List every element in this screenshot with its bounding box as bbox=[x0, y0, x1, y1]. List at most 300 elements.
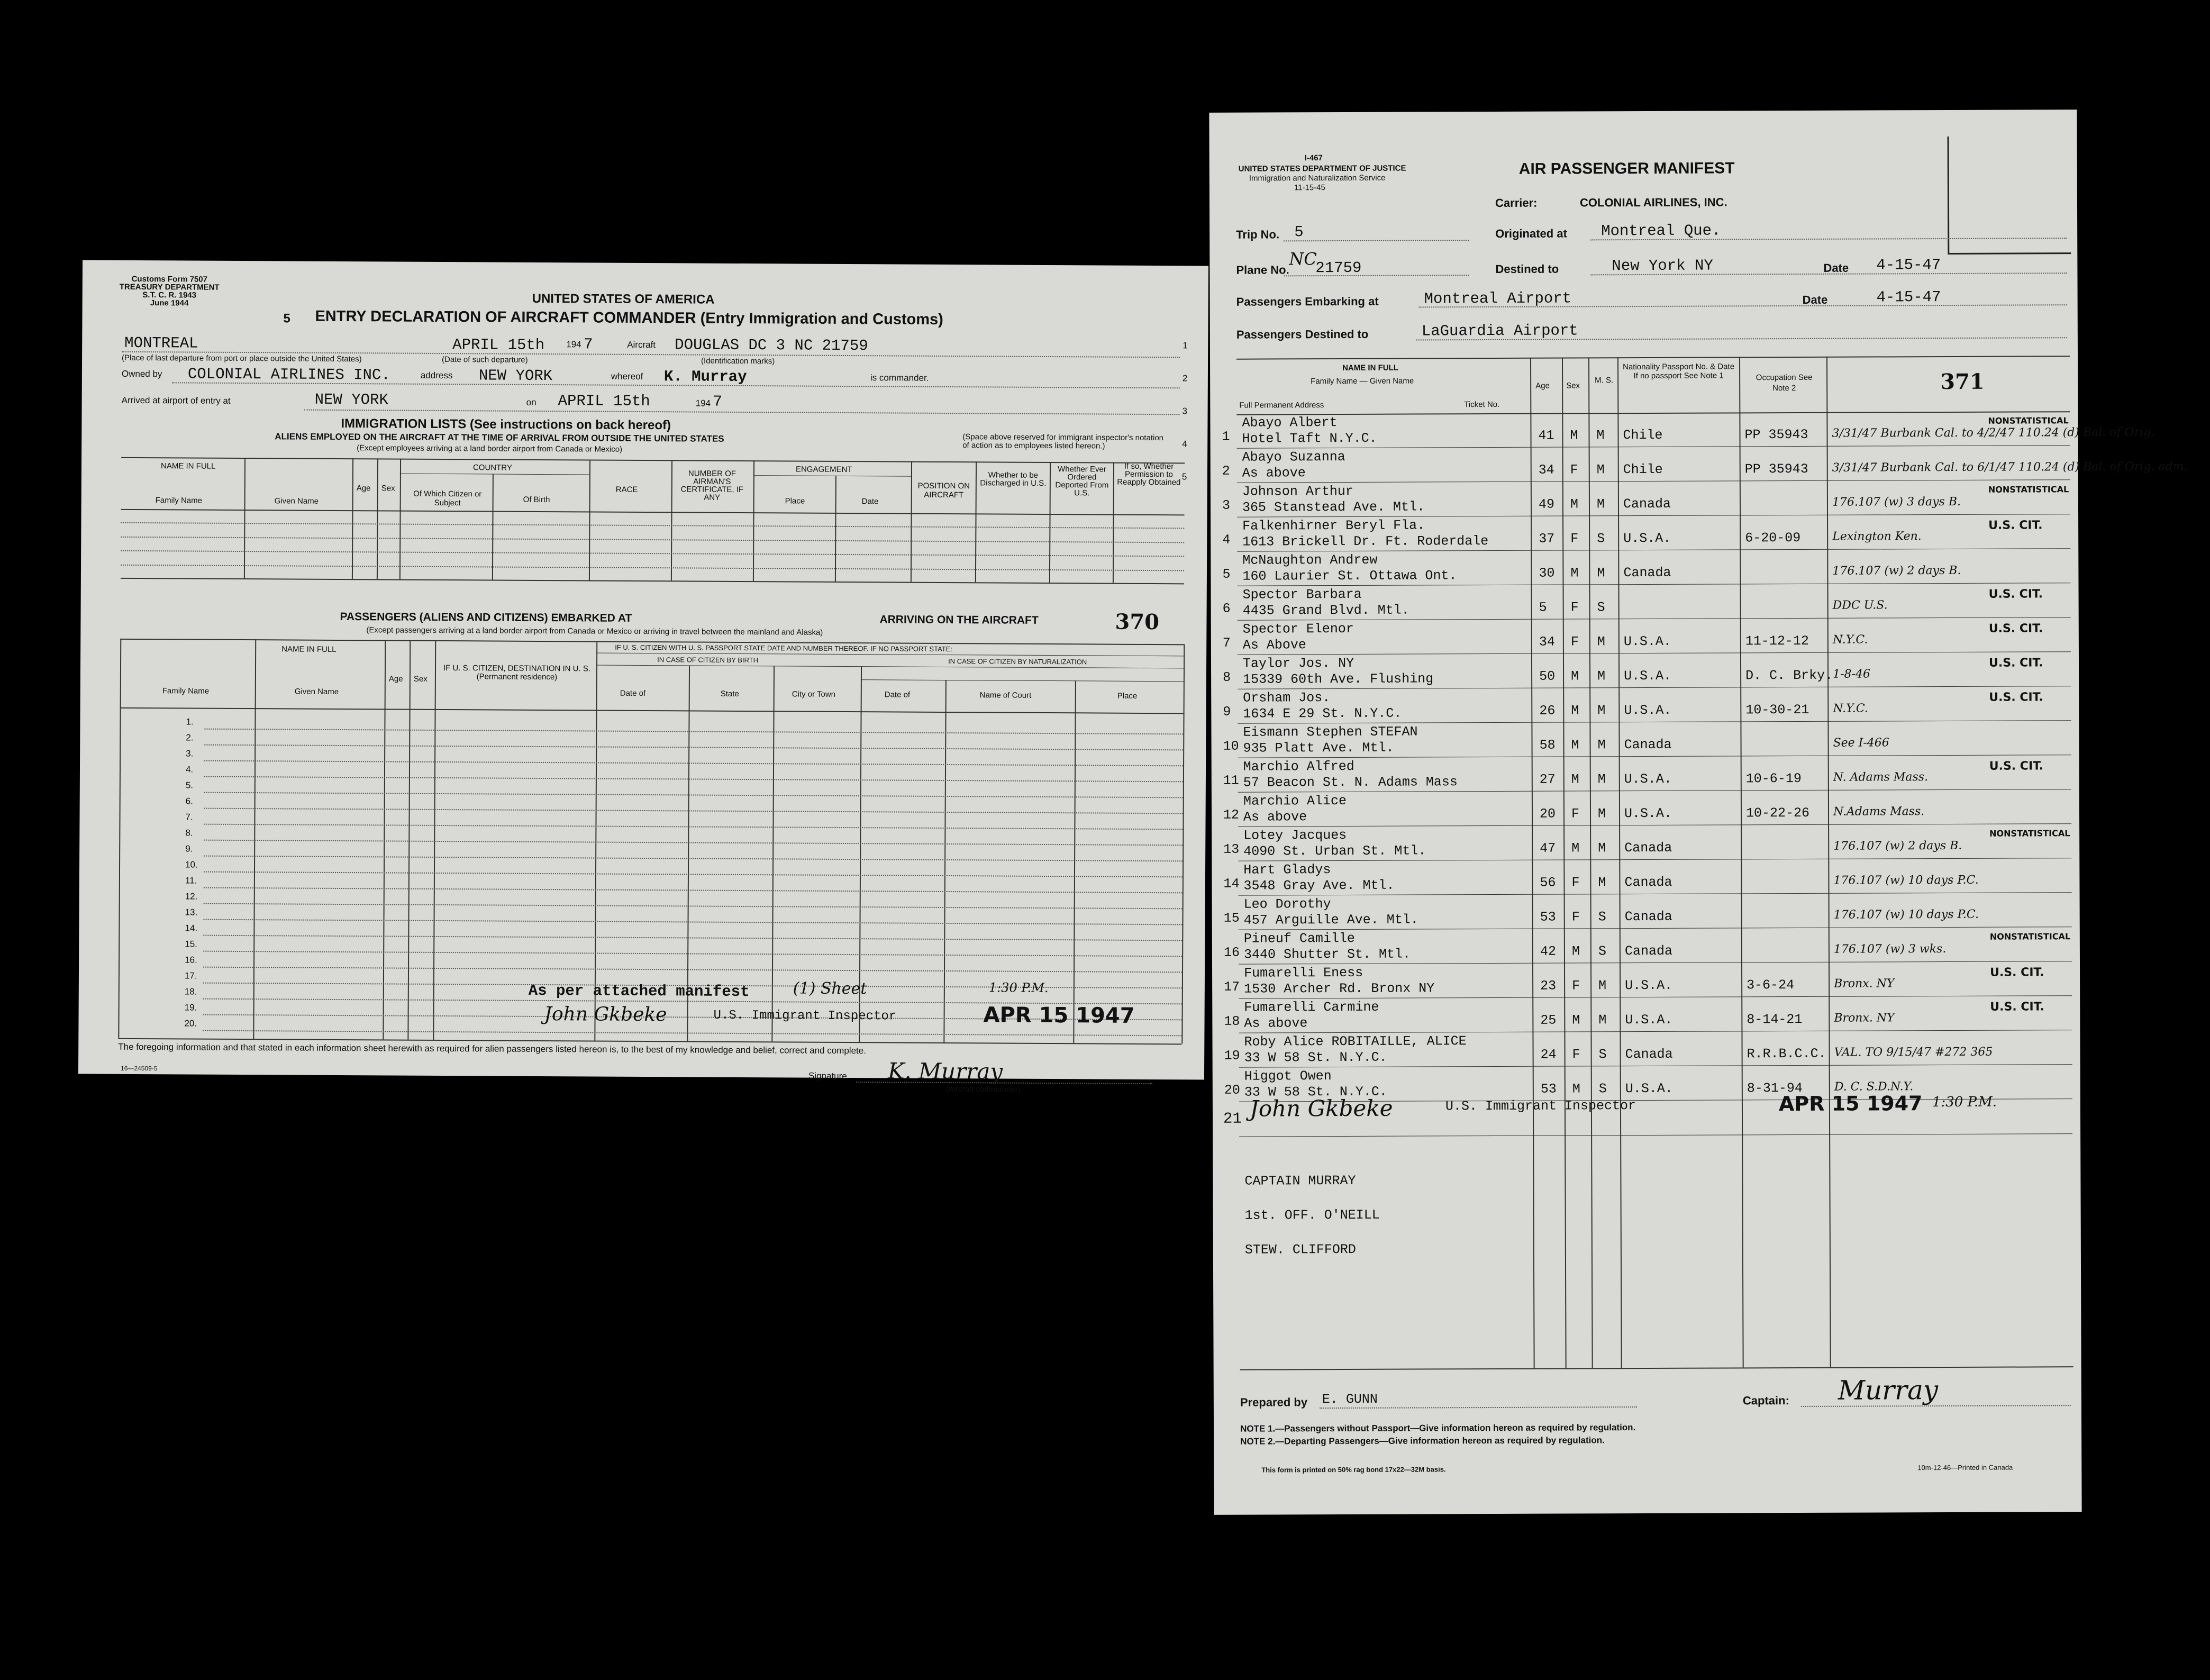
department: UNITED STATES DEPARTMENT OF JUSTICE bbox=[1238, 164, 1406, 174]
crew-captain: CAPTAIN MURRAY bbox=[1244, 1173, 1356, 1189]
hdr-sex: Sex bbox=[1566, 381, 1580, 391]
row-number: 15 bbox=[1223, 910, 1240, 926]
year-prefix: 194 bbox=[566, 339, 581, 350]
nationality: U.S.A. bbox=[1623, 633, 1671, 650]
nationality: Canada bbox=[1624, 943, 1672, 959]
note-1: NOTE 1.—Passengers without Passport—Give information hereon as required by regulation. bbox=[1240, 1422, 1636, 1434]
sex: M bbox=[1571, 668, 1579, 684]
passenger-name: Higgot Owen bbox=[1244, 1068, 1332, 1084]
passenger-address: As above bbox=[1244, 1015, 1308, 1031]
declaration-text: The foregoing information and that stated in each information sheet herewith as required for alien passengers listed hereon is, to the best of my knowledge and belief, correct and complete. bbox=[118, 1041, 867, 1056]
form-id-block bbox=[120, 275, 220, 307]
note-2: NOTE 2.—Departing Passengers—Give information hereon as required by regulation. bbox=[1240, 1435, 1605, 1447]
passenger-name: Spector Elenor bbox=[1242, 621, 1354, 637]
passenger-rows bbox=[1210, 411, 2188, 1102]
commander-name: K. Murray bbox=[663, 368, 747, 386]
sex: F bbox=[1572, 1047, 1580, 1063]
status-stamp: U.S. CIT. bbox=[1990, 1000, 2044, 1014]
passenger-address: 4435 Grand Blvd. Mtl. bbox=[1242, 602, 1409, 619]
line-rule bbox=[204, 856, 1183, 862]
age: 20 bbox=[1539, 806, 1556, 822]
departure-date: APRIL 15th bbox=[452, 336, 545, 355]
passenger-row bbox=[1211, 480, 2078, 517]
sex: M bbox=[1572, 1081, 1580, 1097]
note: 176.107 (w) 2 days B. bbox=[1832, 564, 1961, 578]
plane-prefix: NC bbox=[1289, 249, 1317, 269]
sheet-number-371: 371 bbox=[1940, 369, 1985, 395]
sex: F bbox=[1571, 909, 1580, 925]
sheet-number-370: 370 bbox=[1115, 609, 1160, 635]
sex: F bbox=[1570, 634, 1579, 650]
line-number: 13. bbox=[185, 907, 198, 918]
sex: F bbox=[1570, 462, 1578, 478]
line-number: 8. bbox=[185, 828, 193, 838]
nationality: Canada bbox=[1623, 496, 1671, 512]
status-stamp: U.S. CIT. bbox=[1989, 691, 2043, 704]
crew-header: Given Name bbox=[274, 496, 319, 506]
age: 42 bbox=[1540, 943, 1556, 959]
sex: F bbox=[1572, 978, 1580, 994]
aircraft-id: DOUGLAS DC 3 NC 21759 bbox=[675, 336, 868, 355]
passport: 8-31-94 bbox=[1747, 1080, 1803, 1096]
marital-status: M bbox=[1596, 462, 1605, 478]
marital-status: M bbox=[1597, 737, 1606, 753]
nationality: U.S.A. bbox=[1624, 668, 1672, 684]
trip-no: 5 bbox=[1294, 223, 1304, 241]
passenger-row bbox=[1211, 549, 2078, 586]
marital-status: S bbox=[1598, 943, 1606, 959]
originated: Montreal Que. bbox=[1601, 222, 1721, 240]
passenger-address: 935 Platt Ave. Mtl. bbox=[1243, 740, 1394, 756]
destined-label: Destined to bbox=[1495, 262, 1559, 276]
passenger-address: 4090 St. Urban St. Mtl. bbox=[1243, 843, 1426, 859]
line-rule bbox=[204, 776, 1183, 783]
passenger-address: 1634 E 29 St. N.Y.C. bbox=[1243, 705, 1402, 722]
passenger-row bbox=[1211, 652, 2079, 689]
arrival-date: APRIL 15th bbox=[558, 392, 650, 411]
agency-title: UNITED STATES OF AMERICA bbox=[532, 291, 715, 307]
manifest-date: 4-15-47 bbox=[1876, 256, 1941, 274]
plane-no: 21759 bbox=[1315, 259, 1362, 277]
note: VAL. TO 9/15/47 #272 365 bbox=[1834, 1045, 1993, 1059]
note: N. Adams Mass. bbox=[1833, 770, 1929, 784]
line-number: 16. bbox=[185, 955, 197, 965]
pax-header: NAME IN FULL bbox=[281, 644, 336, 654]
line-rule bbox=[203, 1030, 1181, 1037]
owned-by-label: Owned by bbox=[121, 368, 162, 379]
passport: D. C. Brky. bbox=[1745, 667, 1833, 684]
passenger-row bbox=[1212, 893, 2080, 930]
crew-header: COUNTRY bbox=[472, 463, 512, 473]
nationality: Canada bbox=[1623, 565, 1671, 581]
marital-status: M bbox=[1597, 703, 1606, 719]
line-rule bbox=[204, 744, 1183, 751]
line-number: 2. bbox=[186, 732, 194, 743]
age: 53 bbox=[1540, 909, 1556, 925]
passenger-name: Lotey Jacques bbox=[1243, 827, 1347, 843]
row-number: 3 bbox=[1222, 497, 1231, 513]
line-number: 6. bbox=[185, 796, 193, 806]
crew-header: ENGAGEMENT bbox=[795, 465, 852, 475]
sex: M bbox=[1572, 1012, 1580, 1028]
sex: M bbox=[1570, 565, 1579, 581]
note: N.Y.C. bbox=[1832, 633, 1868, 647]
note: Lexington Ken. bbox=[1832, 530, 1922, 543]
crew-header: Family Name bbox=[155, 496, 203, 505]
age: 27 bbox=[1539, 771, 1556, 787]
status-stamp: NONSTATISTICAL bbox=[1989, 931, 2071, 942]
line-number: 9. bbox=[185, 843, 193, 854]
passenger-row bbox=[1212, 858, 2079, 896]
passenger-name: Abayo Albert bbox=[1242, 415, 1338, 431]
departure-caption: (Place of last departure from port or place outside the United States) bbox=[122, 353, 362, 364]
age: 56 bbox=[1540, 875, 1556, 891]
nationality: U.S.A. bbox=[1625, 1012, 1673, 1028]
line-number: 11. bbox=[185, 875, 197, 886]
marital-status: M bbox=[1598, 978, 1607, 994]
passengers-heading: PASSENGERS (ALIENS AND CITIZENS) EMBARKED AT bbox=[340, 610, 632, 624]
row-number: 18 bbox=[1224, 1013, 1240, 1029]
hdr-name: NAME IN FULL bbox=[1342, 363, 1398, 373]
nationality: Canada bbox=[1624, 874, 1672, 891]
passenger-name: Fumarelli Carmine bbox=[1244, 999, 1379, 1015]
note: 176.107 (w) 10 days P.C. bbox=[1833, 873, 1979, 887]
manifest-date-stamp: APR 15 1947 bbox=[1778, 1092, 1923, 1116]
pax-header: City or Town bbox=[792, 689, 836, 699]
passenger-name: Eismann Stephen STEFAN bbox=[1243, 724, 1418, 740]
passenger-row bbox=[1211, 686, 2079, 724]
row-number: 8 bbox=[1223, 669, 1231, 685]
note: 176.107 (w) 2 days B. bbox=[1833, 839, 1962, 853]
arriving-heading: ARRIVING ON THE AIRCRAFT bbox=[879, 613, 1039, 626]
passenger-name: Marchio Alfred bbox=[1243, 758, 1354, 775]
nationality: U.S.A. bbox=[1625, 977, 1673, 994]
age: 30 bbox=[1539, 565, 1555, 581]
crew-header: RACE bbox=[615, 485, 638, 494]
row-number: 11 bbox=[1223, 773, 1239, 788]
sex: M bbox=[1570, 428, 1578, 443]
captain-signature: Murray bbox=[1838, 1375, 1939, 1406]
originated-label: Originated at bbox=[1495, 226, 1567, 240]
marital-status: M bbox=[1596, 428, 1605, 443]
marital-status: M bbox=[1597, 668, 1606, 684]
crew-header: Of Which Citizen or Subject bbox=[413, 489, 482, 508]
form-id-line: June 1944 bbox=[150, 298, 189, 308]
date-label: Date bbox=[1823, 261, 1849, 275]
passenger-address: As above bbox=[1243, 809, 1307, 825]
status-stamp: U.S. CIT. bbox=[1988, 519, 2043, 532]
row-number: 6 bbox=[1222, 601, 1231, 616]
owner: COLONIAL AIRLINES INC. bbox=[187, 365, 390, 384]
nationality: Chile bbox=[1623, 461, 1663, 478]
nationality: U.S.A. bbox=[1625, 1080, 1673, 1097]
destined-pax: LaGuardia Airport bbox=[1421, 322, 1578, 340]
age: 47 bbox=[1540, 840, 1556, 856]
passenger-row bbox=[1211, 583, 2079, 621]
pax-header: IF U. S. CITIZEN, DESTINATION IN U. S. (Permanent residence) bbox=[443, 664, 591, 682]
sex: F bbox=[1570, 600, 1579, 615]
row-number: 1 bbox=[1222, 429, 1230, 444]
marital-status: S bbox=[1598, 909, 1606, 925]
status-stamp: U.S. CIT. bbox=[1988, 622, 2043, 635]
line-number: 3. bbox=[186, 748, 194, 759]
crew-header: If so, Whether Permission to Reapply Obtained bbox=[1117, 461, 1181, 487]
row-21-number: 21 bbox=[1223, 1110, 1242, 1128]
note: 176.107 (w) 3 days B. bbox=[1832, 495, 1961, 509]
line-rule bbox=[204, 824, 1183, 830]
marital-status: S bbox=[1597, 531, 1605, 547]
status-stamp: NONSTATISTICAL bbox=[1988, 484, 2069, 495]
passenger-row bbox=[1212, 824, 2079, 861]
footer-paper: This form is printed on 50% rag bond 17x22—32M basis. bbox=[1261, 1465, 1446, 1474]
passport: 3-6-24 bbox=[1747, 977, 1795, 993]
carrier: COLONIAL AIRLINES, INC. bbox=[1579, 195, 1727, 210]
row-number: 9 bbox=[1223, 704, 1231, 720]
note: 176.107 (w) 3 wks. bbox=[1833, 942, 1947, 956]
pax-header: Age bbox=[388, 674, 403, 684]
immigration-lists-heading: IMMIGRATION LISTS (See instructions on back hereof) bbox=[341, 416, 671, 433]
sex: M bbox=[1571, 703, 1579, 719]
manifest-title: AIR PASSENGER MANIFEST bbox=[1518, 159, 1735, 178]
line-number: 14. bbox=[185, 923, 198, 933]
passenger-name: Fumarelli Eness bbox=[1244, 965, 1363, 981]
departure-place: MONTREAL bbox=[124, 334, 198, 352]
embark-date: 4-15-47 bbox=[1876, 288, 1941, 306]
nationality: U.S.A. bbox=[1623, 530, 1671, 547]
age: 5 bbox=[1539, 600, 1547, 615]
hdr-nationality: Nationality Passport No. & Date If no passport See Note 1 bbox=[1623, 362, 1735, 381]
year-digit: 7 bbox=[584, 335, 593, 353]
passenger-address: As above bbox=[1242, 465, 1306, 481]
marital-status: M bbox=[1597, 771, 1606, 787]
passenger-row bbox=[1211, 617, 2079, 655]
line-rule bbox=[204, 887, 1183, 894]
arrived-label: Arrived at airport of entry at bbox=[121, 395, 231, 406]
captain-label: Captain: bbox=[1742, 1394, 1789, 1407]
line-number: 4. bbox=[185, 764, 194, 775]
date-label-2: Date bbox=[1802, 293, 1828, 306]
line-rule bbox=[204, 729, 1183, 735]
line-rule bbox=[204, 919, 1183, 925]
passenger-row bbox=[1212, 755, 2079, 793]
passport: 6-20-09 bbox=[1745, 530, 1801, 546]
row-number: 2 bbox=[1222, 463, 1230, 479]
line-rule bbox=[204, 760, 1183, 767]
air-passenger-manifest-sheet bbox=[1209, 110, 2188, 1515]
note: N.Y.C. bbox=[1833, 702, 1868, 715]
note: N.Adams Mass. bbox=[1833, 805, 1925, 819]
line-rule bbox=[204, 808, 1183, 814]
revision: 11-15-45 bbox=[1294, 183, 1325, 193]
passenger-name: Hart Gladys bbox=[1243, 862, 1331, 878]
date-stamp: APR 15 1947 bbox=[983, 1003, 1135, 1028]
marital-status: M bbox=[1597, 634, 1605, 650]
passenger-address: 365 Stanstead Ave. Mtl. bbox=[1242, 499, 1425, 515]
passenger-row bbox=[1212, 961, 2080, 999]
passenger-name: Taylor Jos. NY bbox=[1242, 655, 1354, 671]
passenger-name: Spector Barbara bbox=[1242, 586, 1362, 603]
passenger-name: Marchio Alice bbox=[1243, 793, 1347, 809]
sheet-number-5: 5 bbox=[283, 311, 290, 326]
passenger-address: 33 W 58 St. N.Y.C. bbox=[1244, 1049, 1387, 1066]
pax-header: State bbox=[720, 689, 739, 698]
passenger-row bbox=[1212, 1030, 2080, 1068]
age: 34 bbox=[1538, 462, 1554, 478]
footer-print: 10m-12-46—Printed in Canada bbox=[1917, 1463, 2013, 1472]
destined: New York NY bbox=[1612, 257, 1713, 275]
marital-status: M bbox=[1597, 565, 1605, 581]
form-number: I-467 bbox=[1304, 153, 1323, 163]
crew-header: Whether to be Discharged in U.S. bbox=[980, 470, 1047, 488]
signature-label: Signature bbox=[808, 1070, 847, 1082]
aliens-employed-heading: ALIENS EMPLOYED ON THE AIRCRAFT AT THE TIME OF ARRIVAL FROM OUTSIDE THE UNITED STATES bbox=[275, 431, 724, 444]
pax-header: Date of bbox=[884, 690, 911, 700]
passenger-address: 3440 Shutter St. Mtl. bbox=[1243, 946, 1411, 962]
year-prefix-2: 194 bbox=[695, 398, 711, 408]
space-note: (Space above reserved for immigrant inspector's notation of action as to employees listed hereon.) bbox=[962, 432, 1164, 451]
marital-status: M bbox=[1597, 806, 1606, 822]
line-number: 1. bbox=[186, 716, 194, 727]
line-rule bbox=[204, 871, 1183, 878]
nationality: U.S.A. bbox=[1624, 805, 1672, 822]
age: 37 bbox=[1539, 531, 1555, 547]
passport: 11-12-12 bbox=[1745, 633, 1809, 649]
arrival-airport: NEW YORK bbox=[314, 391, 388, 409]
passenger-address: 160 Laurier St. Ottawa Ont. bbox=[1242, 568, 1457, 584]
crew-header: POSITION ON AIRCRAFT bbox=[917, 481, 970, 500]
address-label: address bbox=[420, 370, 453, 381]
pax-header: Name of Court bbox=[979, 691, 1032, 700]
sheet-note: (1) Sheet bbox=[793, 979, 867, 998]
line-rule bbox=[203, 967, 1182, 973]
age: 41 bbox=[1538, 428, 1554, 443]
marital-status: S bbox=[1598, 1081, 1607, 1097]
row-number: 10 bbox=[1223, 738, 1239, 754]
nationality: Canada bbox=[1624, 840, 1672, 856]
form-id-line: TREASURY DEPARTMENT bbox=[119, 282, 220, 292]
passport: 10-6-19 bbox=[1745, 770, 1802, 787]
passenger-name: Falkenhirner Beryl Fla. bbox=[1242, 517, 1425, 534]
line-number: 5. bbox=[185, 780, 194, 791]
manifest-time-note: 1:30 P.M. bbox=[1932, 1094, 1997, 1111]
crew-header: Whether Ever Ordered Deported From U.S. bbox=[1055, 465, 1109, 498]
row-number: 4 bbox=[1222, 532, 1231, 548]
pax-header: IN CASE OF CITIZEN BY NATURALIZATION bbox=[948, 657, 1087, 666]
year-digit-2: 7 bbox=[713, 393, 723, 411]
passenger-address: 33 W 58 St. N.Y.C. bbox=[1244, 1084, 1387, 1100]
passenger-address: 1530 Archer Rd. Bronx NY bbox=[1244, 980, 1435, 997]
nationality: U.S.A. bbox=[1624, 702, 1672, 719]
crew-header: Place bbox=[785, 496, 805, 506]
passport: 8-14-21 bbox=[1747, 1011, 1803, 1028]
line-number: 7. bbox=[185, 812, 193, 822]
service: Immigration and Naturalization Service bbox=[1249, 173, 1386, 183]
note: Bronx. NY bbox=[1834, 977, 1895, 991]
passport: 10-30-21 bbox=[1745, 702, 1809, 718]
pax-header: Date of bbox=[620, 688, 646, 698]
age: 50 bbox=[1539, 668, 1556, 684]
pax-header: Given Name bbox=[294, 687, 339, 696]
nationality: Canada bbox=[1625, 1046, 1673, 1063]
age: 24 bbox=[1540, 1047, 1557, 1063]
hdr-age: Age bbox=[1535, 381, 1550, 391]
marital-status: M bbox=[1598, 875, 1606, 891]
sex: M bbox=[1571, 771, 1579, 787]
crew-stewardess: STEW. CLIFFORD bbox=[1244, 1241, 1356, 1258]
status-stamp: U.S. CIT. bbox=[1990, 966, 2044, 979]
age: 53 bbox=[1540, 1081, 1557, 1097]
line-rule bbox=[203, 951, 1182, 957]
passenger-address: 3548 Gray Ave. Mtl. bbox=[1243, 877, 1395, 894]
inspector-signature: John Gkbeke bbox=[544, 1003, 667, 1026]
passenger-name: Pineuf Camille bbox=[1243, 930, 1355, 947]
passenger-row bbox=[1211, 721, 2079, 758]
pax-header: IF U. S. CITIZEN WITH U. S. PASSPORT STATE DATE AND NUMBER THEREOF. IF NO PASSPORT STATE: bbox=[615, 643, 953, 653]
aircraft-label: Aircraft bbox=[627, 339, 656, 350]
as-per-manifest: As per attached manifest bbox=[528, 982, 750, 1001]
row-number: 5 bbox=[1222, 566, 1231, 582]
form-id-line: Customs Form 7507 bbox=[131, 274, 208, 284]
manifest-inspector-title: U.S. Immigrant Inspector bbox=[1445, 1098, 1636, 1114]
carrier-label: Carrier: bbox=[1495, 196, 1538, 210]
commander-caption: (Aircraft commander) bbox=[945, 1085, 1021, 1094]
status-stamp: U.S. CIT. bbox=[1988, 656, 2043, 670]
passenger-address: 457 Arguille Ave. Mtl. bbox=[1243, 912, 1418, 928]
line-number: 12. bbox=[185, 891, 198, 902]
line-number: 18. bbox=[184, 986, 197, 997]
sex: M bbox=[1570, 496, 1579, 512]
embarking-label: Passengers Embarking at bbox=[1236, 294, 1379, 308]
whereof-label: whereof bbox=[611, 371, 643, 382]
age: 23 bbox=[1540, 978, 1557, 994]
passenger-row bbox=[1211, 514, 2078, 552]
sex: M bbox=[1571, 840, 1580, 856]
hdr-ticket: Ticket No. bbox=[1464, 399, 1500, 410]
note: 3/31/47 Burbank Cal. to 6/1/47 110.24 (d) Bal. of Orig. adm. bbox=[1832, 460, 2188, 475]
aliens-employed-sub: (Except employees arriving at a land border airport from Canada or Mexico) bbox=[357, 443, 623, 454]
prepared-by: E. GUNN bbox=[1322, 1391, 1378, 1407]
passenger-row bbox=[1212, 789, 2079, 827]
pax-header: Family Name bbox=[162, 686, 210, 696]
trip-label: Trip No. bbox=[1236, 228, 1280, 241]
note: 1-8-46 bbox=[1833, 667, 1870, 681]
pax-header: IN CASE OF CITIZEN BY BIRTH bbox=[657, 656, 759, 665]
entry-declaration-sheet: Customs Form 7507 TREASURY DEPARTMENT S.T. C. R. 1943 June 1944 5 UNITED STATES OF AMERICA ENTRY DECLARATION OF AIRCRAFT COMMANDER (Entry Immigration and Customs) MONTREAL APRIL 15th 194 7 Aircraft DOUGLAS DC 3 NC 21759 (Place of last departure from port or place outside the United States) (Date of such departure) (Identification marks) Owned by COLONIAL AIRLINES INC. address NEW YORK whereof K. Murray is commander. Arrived at airport of entry at NEW YORK on APRIL 15th 194 7 1 2 3 4 5 IMMIGRATION LISTS (See instructions on back hereof) ALIENS EMPLOYED ON THE AIRCRAFT AT THE TIME OF ARRIVAL FROM OUTSIDE THE UNITED STATES (Except employees arriving at a land border airport from Canada or Mexico) (Space above reserved for immigrant inspector's notation of action as to employees listed hereon.) NAME IN FULL Family Name Given Name Age Sex COUNTRY Of Which Citizen or Subject Of Birth RACE NUMBER OF AIRMAN'S CERTIFICATE, IF ANY ENGAGEMENT Place Date POSITION ON AIRCRAFT Whether to be Discharged in U.S. Whether Ever Ordered Deported From U.S. If so, Whether Permission to Reapply Obtained PASSENGERS (ALIENS AND CITIZENS) EMBARKED AT ARRIVING ON THE AIRCRAFT (Except passengers arriving at a land border airport from Canada or Mexico or arriving in travel between the mainland and Alaska) 370 NAME IN FULL Family Name Given Name Age Sex IF U. S. CITIZEN, DESTINATION IN U. S. (Permanent residence) IF U. S. CITIZEN WITH U. S. PASSPORT STATE DATE AND NUMBER THEREOF. IF NO PASSPORT STATE: IN CASE OF CITIZEN BY BIRTH IN CASE OF CITIZEN BY NATURALIZATION Date of State City or Town Date of Name of Court Place 1. 2. 3. 4. 5. 6. 7. 8. 9. 10. 11. 12. 13. 14. 15. 16. 17. 18. 19. 20. As per attached manifest (1) Sheet 1:30 P.M. John Gkbeke U.S. Immigrant Inspector APR 15 1947 The foregoing information and that stated in each information sheet herewith as required for alien passengers listed hereon is, to the best of my knowledge and belief, correct and complete. Signature K. Murray (Aircraft commander) 16—24509-5 bbox=[78, 260, 1208, 1079]
hdr-name-sub: Family Name — Given Name bbox=[1311, 376, 1414, 386]
embarking: Montreal Airport bbox=[1424, 289, 1572, 308]
owner-address: NEW YORK bbox=[478, 367, 553, 385]
line-rule bbox=[204, 792, 1183, 798]
row-number: 14 bbox=[1223, 876, 1240, 892]
status-stamp: U.S. CIT. bbox=[1989, 759, 2044, 773]
note: Bronx. NY bbox=[1834, 1011, 1895, 1025]
age: 26 bbox=[1539, 703, 1556, 719]
passport: 10-22-26 bbox=[1745, 805, 1810, 821]
note: See I-466 bbox=[1833, 736, 1889, 750]
note: D. C. S.D.N.Y. bbox=[1834, 1080, 1914, 1094]
commander-signature: K. Murray bbox=[887, 1058, 1003, 1085]
inspector-box bbox=[1948, 136, 2071, 255]
row-number: 20 bbox=[1224, 1082, 1240, 1098]
sex: F bbox=[1571, 806, 1580, 822]
row-number: 19 bbox=[1224, 1048, 1240, 1064]
pax-header: Place bbox=[1117, 691, 1138, 701]
sex: M bbox=[1571, 737, 1579, 753]
passenger-name: Roby Alice ROBITAILLE, ALICE bbox=[1244, 1033, 1467, 1050]
crew-header: Of Birth bbox=[523, 495, 550, 505]
passenger-name: Abayo Suzanna bbox=[1242, 449, 1345, 465]
marital-status: M bbox=[1598, 840, 1606, 856]
